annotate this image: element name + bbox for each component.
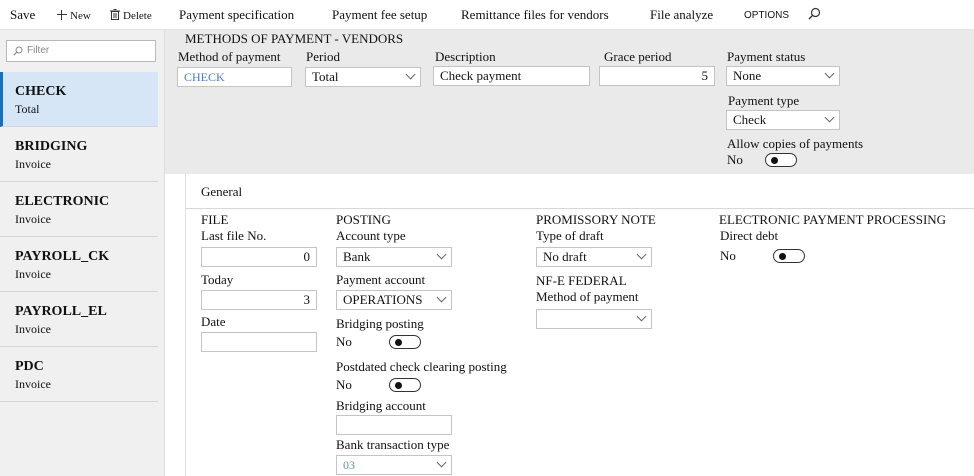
payment-account-label: Payment account <box>336 272 426 287</box>
divider <box>185 208 974 209</box>
delete-button-label: Delete <box>123 10 152 22</box>
list-item-payroll-ck[interactable] <box>0 237 158 292</box>
promissory-note-heading: PROMISSORY NOTE <box>536 212 656 227</box>
payment-account-select[interactable] <box>336 290 452 310</box>
chevron-down-icon <box>437 458 447 468</box>
last-file-label: Last file No. <box>201 228 267 243</box>
new-button[interactable] <box>57 7 91 23</box>
account-type-value: Bank <box>343 249 371 264</box>
payment-status-select[interactable] <box>726 66 840 86</box>
type-of-draft-value: No draft <box>543 249 587 264</box>
allow-copies-label: Allow copies of payments <box>727 136 864 151</box>
payment-status-value: None <box>733 68 762 83</box>
plus-icon <box>57 10 67 20</box>
payment-status-label: Payment status <box>727 49 806 64</box>
bridging-posting-toggle[interactable] <box>389 335 421 349</box>
postdated-clearing-state: No <box>336 377 352 392</box>
chevron-down-icon <box>825 69 835 79</box>
action-pane <box>0 0 974 30</box>
list-item-name: BRIDGING <box>15 139 88 154</box>
date-field[interactable] <box>201 332 317 352</box>
file-analyze-button[interactable]: File analyze <box>650 7 714 22</box>
list-item-name: PAYROLL_EL <box>15 304 107 319</box>
chevron-down-icon <box>437 250 447 260</box>
chevron-down-icon <box>637 312 647 322</box>
options-tab[interactable]: OPTIONS <box>744 10 790 21</box>
posting-heading: POSTING <box>336 212 391 227</box>
bank-transaction-type-label: Bank transaction type <box>336 437 450 452</box>
filter-input[interactable] <box>6 40 156 62</box>
chevron-down-icon <box>825 113 835 123</box>
bank-transaction-type-value: 03 <box>343 458 355 472</box>
period-select[interactable] <box>305 67 421 87</box>
search-icon <box>13 46 23 56</box>
list-item-electronic[interactable] <box>0 182 158 237</box>
filter-placeholder: Filter <box>27 45 50 56</box>
list-item-period: Invoice <box>15 377 51 391</box>
nfe-method-of-payment-label: Method of payment <box>536 289 639 304</box>
period-value: Total <box>312 69 339 84</box>
account-type-select[interactable] <box>336 247 452 267</box>
account-type-label: Account type <box>336 228 406 243</box>
method-of-payment-field[interactable]: CHECK <box>177 67 292 87</box>
bridging-posting-label: Bridging posting <box>336 316 424 331</box>
list-item-bridging[interactable] <box>0 127 158 182</box>
bridging-account-field[interactable] <box>336 415 452 435</box>
allow-copies-state: No <box>727 152 743 167</box>
list-item-name: CHECK <box>15 84 67 99</box>
header-section <box>165 30 974 174</box>
chevron-down-icon <box>437 293 447 303</box>
nfe-method-of-payment-select[interactable] <box>536 309 652 329</box>
list-item-pdc[interactable] <box>0 347 158 402</box>
page-title: METHODS OF PAYMENT - VENDORS <box>185 31 404 46</box>
toggle-knob <box>395 382 402 389</box>
list-item-period: Invoice <box>15 322 51 336</box>
direct-debt-state: No <box>720 248 736 263</box>
trash-icon <box>110 9 120 20</box>
type-of-draft-label: Type of draft <box>536 228 604 243</box>
list-item-check[interactable] <box>0 72 158 127</box>
nfe-federal-heading: NF-E FEDERAL <box>536 273 627 288</box>
list-item-payroll-el[interactable] <box>0 292 158 347</box>
type-of-draft-select[interactable] <box>536 247 652 267</box>
today-field[interactable]: 3 <box>201 290 317 310</box>
list-item-name: ELECTRONIC <box>15 194 110 209</box>
list-item-period: Invoice <box>15 267 51 281</box>
search-button[interactable] <box>808 7 821 24</box>
direct-debt-label: Direct debt <box>720 228 779 243</box>
payment-type-select[interactable] <box>726 110 840 130</box>
period-label: Period <box>306 49 340 64</box>
list-item-name: PAYROLL_CK <box>15 249 110 264</box>
list-item-period: Total <box>15 102 40 116</box>
postdated-clearing-label: Postdated check clearing posting <box>336 359 507 374</box>
grace-period-field[interactable]: 5 <box>599 66 715 86</box>
chevron-down-icon <box>406 70 416 80</box>
remittance-files-button[interactable]: Remittance files for vendors <box>461 7 609 22</box>
payment-account-value: OPERATIONS <box>343 292 423 307</box>
save-button[interactable]: Save <box>10 7 36 22</box>
description-field[interactable]: Check payment <box>433 66 590 86</box>
toggle-knob <box>395 339 402 346</box>
general-tab-header[interactable]: General <box>201 184 243 199</box>
chevron-down-icon <box>637 250 647 260</box>
list-item-period: Invoice <box>15 157 51 171</box>
delete-button[interactable] <box>110 7 152 23</box>
today-label: Today <box>201 272 234 287</box>
direct-debt-toggle[interactable] <box>773 249 805 263</box>
bridging-account-label: Bridging account <box>336 398 426 413</box>
last-file-field[interactable]: 0 <box>201 247 317 267</box>
description-label: Description <box>435 49 496 64</box>
postdated-clearing-toggle[interactable] <box>389 378 421 392</box>
date-label: Date <box>201 314 226 329</box>
payment-specification-button[interactable]: Payment specification <box>179 7 295 22</box>
navigation-list-pane <box>0 30 165 476</box>
toggle-knob <box>771 157 778 164</box>
grace-period-label: Grace period <box>604 49 672 64</box>
search-icon <box>808 7 821 20</box>
bank-transaction-type-select[interactable] <box>336 455 452 475</box>
bridging-posting-state: No <box>336 334 352 349</box>
toggle-knob <box>779 253 786 260</box>
electronic-payment-heading: ELECTRONIC PAYMENT PROCESSING <box>719 212 947 227</box>
payment-fee-setup-button[interactable]: Payment fee setup <box>332 7 428 22</box>
file-heading: FILE <box>201 212 229 227</box>
method-of-payment-label: Method of payment <box>178 49 281 64</box>
new-button-label: New <box>70 10 91 22</box>
payment-type-label: Payment type <box>728 93 800 108</box>
list-item-period: Invoice <box>15 212 51 226</box>
allow-copies-toggle[interactable] <box>765 153 797 167</box>
list-item-name: PDC <box>15 359 44 374</box>
payment-type-value: Check <box>733 112 767 127</box>
